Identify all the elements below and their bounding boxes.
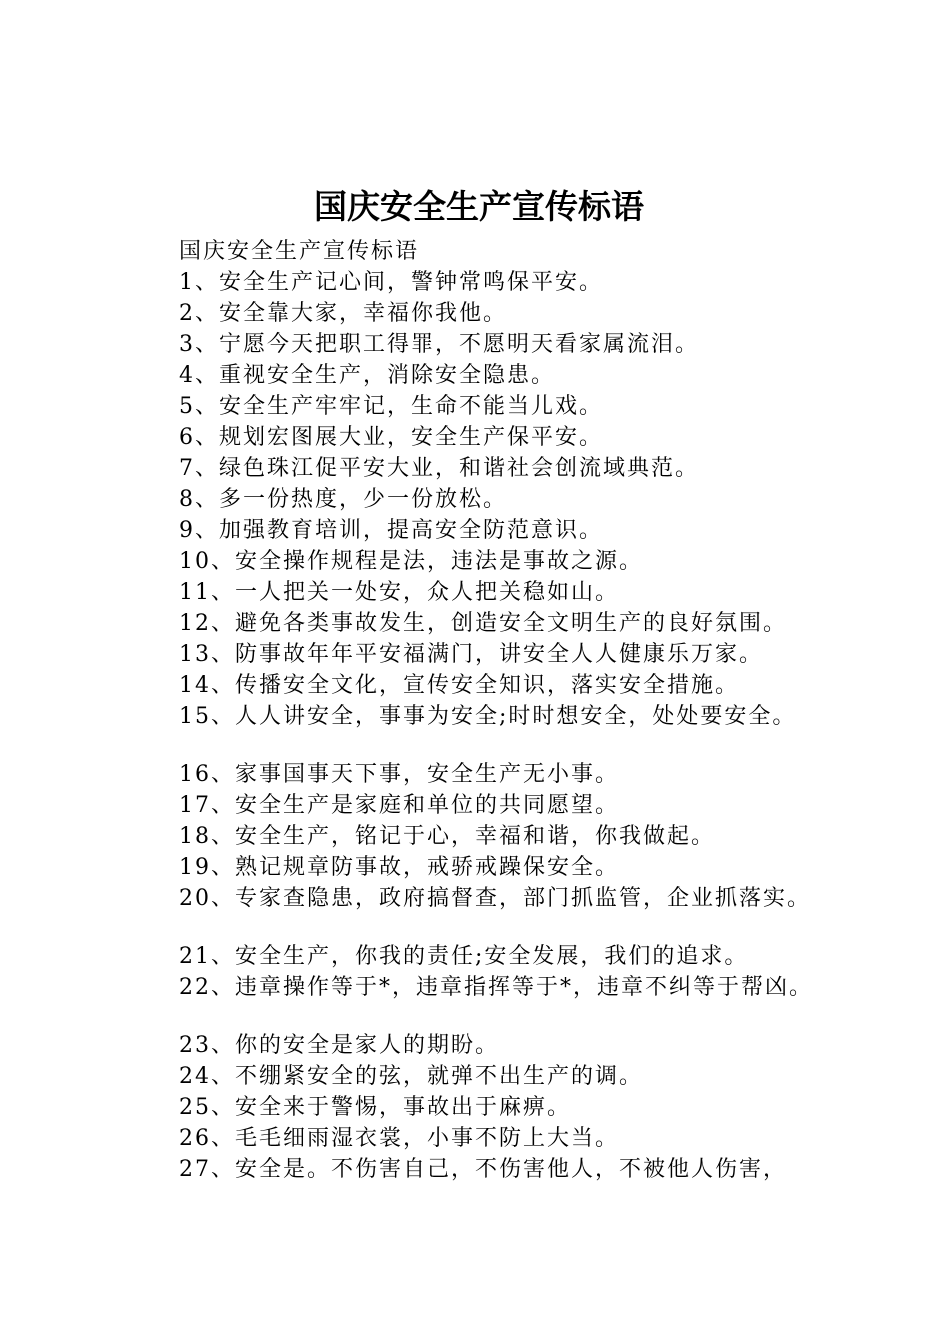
slogan-line: 19、熟记规章防事故，戒骄戒躁保安全。 bbox=[179, 855, 619, 880]
slogan-line: 5、安全生产牢牢记，生命不能当儿戏。 bbox=[179, 394, 603, 419]
slogan-line: 15、人人讲安全，事事为安全;时时想安全，处处要安全。 bbox=[179, 704, 797, 729]
slogan-line: 17、安全生产是家庭和单位的共同愿望。 bbox=[179, 793, 619, 818]
blank-line bbox=[179, 732, 939, 759]
slogan-line: 20、专家查隐患，政府搞督查，部门抓监管，企业抓落实。 bbox=[179, 886, 811, 911]
slogan-line: 18、安全生产，铭记于心，幸福和谐，你我做起。 bbox=[179, 824, 715, 849]
slogan-line: 10、安全操作规程是法，违法是事故之源。 bbox=[179, 549, 643, 574]
slogan-line: 7、绿色珠江促平安大业，和谐社会创流域典范。 bbox=[179, 456, 699, 481]
blank-line bbox=[179, 914, 939, 941]
slogan-line: 1、安全生产记心间，警钟常鸣保平安。 bbox=[179, 270, 603, 295]
slogan-line: 12、避免各类事故发生，创造安全文明生产的良好氛围。 bbox=[179, 611, 787, 636]
slogan-line: 6、规划宏图展大业，安全生产保平安。 bbox=[179, 425, 603, 450]
slogan-line: 16、家事国事天下事，安全生产无小事。 bbox=[179, 762, 619, 787]
document-title: 国庆安全生产宣传标语 bbox=[314, 187, 644, 226]
blank-line bbox=[179, 1003, 939, 1030]
slogan-line: 27、安全是。不伤害自己，不伤害他人，不被他人伤害， bbox=[179, 1157, 787, 1182]
slogan-line: 2、安全靠大家，幸福你我他。 bbox=[179, 301, 507, 326]
slogan-line: 11、一人把关一处安，众人把关稳如山。 bbox=[179, 580, 619, 605]
slogan-line: 8、多一份热度，少一份放松。 bbox=[179, 487, 507, 512]
slogan-line: 24、不绷紧安全的弦，就弹不出生产的调。 bbox=[179, 1064, 643, 1089]
slogan-line: 14、传播安全文化，宣传安全知识，落实安全措施。 bbox=[179, 673, 739, 698]
slogan-line: 22、违章操作等于*，违章指挥等于*，违章不纠等于帮凶。 bbox=[179, 975, 813, 1000]
slogan-line: 26、毛毛细雨湿衣裳，小事不防上大当。 bbox=[179, 1126, 619, 1151]
slogan-line: 9、加强教育培训，提高安全防范意识。 bbox=[179, 518, 603, 543]
slogan-line: 13、防事故年年平安福满门，讲安全人人健康乐万家。 bbox=[179, 642, 763, 667]
slogan-line: 国庆安全生产宣传标语 bbox=[179, 239, 420, 264]
document-body bbox=[179, 236, 939, 1185]
slogan-line: 23、你的安全是家人的期盼。 bbox=[179, 1033, 499, 1058]
slogan-line: 25、安全来于警惕，事故出于麻痹。 bbox=[179, 1095, 571, 1120]
slogan-line: 3、宁愿今天把职工得罪，不愿明天看家属流泪。 bbox=[179, 332, 699, 357]
slogan-line: 4、重视安全生产，消除安全隐患。 bbox=[179, 363, 555, 388]
slogan-line: 21、安全生产，你我的责任;安全发展，我们的追求。 bbox=[179, 944, 749, 969]
